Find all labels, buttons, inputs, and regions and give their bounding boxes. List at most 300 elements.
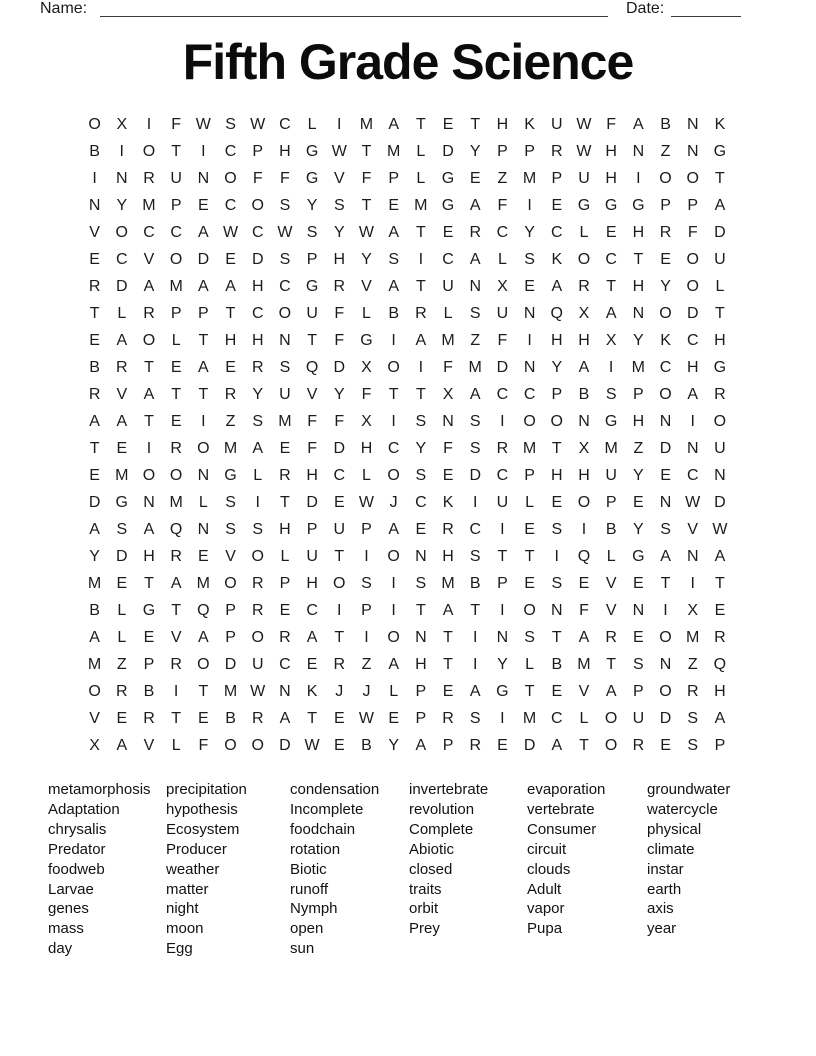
- grid-letter: T: [415, 223, 426, 241]
- grid-letter: A: [388, 115, 399, 133]
- grid-letter: O: [142, 142, 156, 160]
- grid-letter: E: [333, 736, 345, 754]
- name-label: Name:: [40, 0, 88, 17]
- grid-letter: R: [251, 709, 264, 727]
- grid-letter: M: [87, 574, 102, 592]
- grid-letter: A: [551, 277, 563, 295]
- word-list-item: Predator: [48, 840, 106, 858]
- grid-letter: G: [115, 493, 128, 511]
- grid-letter: T: [144, 574, 154, 592]
- grid-letter: D: [251, 250, 264, 268]
- grid-letter: B: [388, 304, 399, 322]
- grid-letter: S: [415, 574, 427, 592]
- grid-letter: A: [660, 547, 671, 565]
- grid-letter: W: [250, 115, 266, 133]
- grid-letter: A: [578, 628, 590, 646]
- grid-letter: A: [279, 709, 291, 727]
- grid-letter: H: [251, 331, 264, 349]
- grid-letter: S: [225, 493, 236, 511]
- grid-letter: M: [115, 466, 129, 484]
- grid-letter: L: [416, 169, 426, 187]
- grid-letter: E: [660, 250, 671, 268]
- word-list-item: Larvae: [48, 880, 94, 898]
- grid-letter: O: [659, 304, 672, 322]
- word-list-item: evaporation: [527, 781, 606, 798]
- grid-letter: A: [143, 385, 155, 403]
- word-list-item: Egg: [166, 940, 193, 958]
- grid-letter: I: [391, 412, 396, 430]
- grid-letter: P: [252, 142, 264, 160]
- grid-letter: L: [171, 331, 181, 349]
- grid-letter: P: [143, 655, 155, 673]
- grid-letter: Y: [306, 196, 318, 214]
- grid-letter: S: [388, 250, 399, 268]
- grid-letter: L: [117, 628, 127, 646]
- grid-letter: O: [659, 628, 672, 646]
- grid-letter: G: [224, 466, 237, 484]
- grid-letter: A: [551, 736, 563, 754]
- grid-letter: H: [686, 358, 699, 376]
- grid-letter: X: [497, 277, 508, 295]
- grid-letter: V: [89, 223, 100, 241]
- grid-letter: E: [442, 466, 454, 484]
- grid-letter: E: [388, 709, 399, 727]
- grid-letter: N: [632, 142, 645, 160]
- grid-letter: O: [251, 628, 264, 646]
- grid-letter: H: [605, 169, 617, 187]
- grid-letter: Z: [361, 655, 372, 673]
- word-list-item: revolution: [409, 800, 475, 818]
- word-list-item: axis: [647, 900, 674, 918]
- grid-letter: T: [660, 574, 671, 592]
- grid-letter: T: [361, 196, 372, 214]
- grid-letter: F: [361, 169, 372, 187]
- grid-letter: P: [633, 385, 644, 403]
- word-list-item: physical: [647, 820, 702, 838]
- grid-letter: P: [415, 682, 427, 700]
- grid-letter: I: [500, 601, 505, 619]
- grid-letter: S: [415, 466, 427, 484]
- grid-letter: N: [686, 439, 699, 457]
- grid-letter: Z: [660, 142, 671, 160]
- grid-letter: E: [551, 682, 563, 700]
- grid-letter: D: [442, 142, 454, 160]
- grid-letter: V: [578, 682, 590, 700]
- grid-letter: G: [604, 196, 618, 214]
- grid-letter: D: [333, 439, 346, 457]
- grid-letter: P: [170, 304, 182, 322]
- grid-letter: S: [524, 628, 535, 646]
- grid-letter: M: [414, 196, 428, 214]
- grid-letter: T: [443, 628, 453, 646]
- grid-letter: H: [442, 547, 454, 565]
- grid-letter: T: [524, 547, 535, 565]
- grid-letter: I: [201, 142, 206, 160]
- grid-letter: F: [606, 115, 617, 133]
- grid-letter: T: [334, 547, 345, 565]
- grid-letter: J: [362, 682, 371, 700]
- grid-letter: S: [660, 520, 671, 538]
- grid-letter: D: [523, 736, 536, 754]
- grid-letter: M: [169, 277, 183, 295]
- grid-letter: S: [279, 196, 291, 214]
- grid-letter: N: [686, 142, 699, 160]
- grid-letter: T: [89, 439, 100, 457]
- grid-letter: C: [469, 520, 481, 538]
- grid-letter: R: [714, 385, 726, 403]
- grid-letter: O: [333, 574, 346, 592]
- grid-letter: V: [333, 169, 345, 187]
- grid-letter: E: [633, 628, 644, 646]
- grid-letter: P: [497, 142, 508, 160]
- grid-letter: I: [173, 682, 179, 700]
- word-list-item: precipitation: [166, 781, 247, 798]
- grid-letter: F: [497, 196, 508, 214]
- grid-letter: F: [171, 115, 182, 133]
- grid-letter: I: [527, 196, 532, 214]
- grid-letter: O: [115, 223, 128, 241]
- grid-letter: H: [279, 520, 291, 538]
- grid-letter: R: [143, 304, 155, 322]
- grid-letter: P: [279, 574, 291, 592]
- grid-letter: H: [333, 250, 346, 268]
- grid-letter: F: [579, 601, 589, 619]
- grid-letter: E: [333, 709, 345, 727]
- grid-letter: N: [686, 115, 699, 133]
- word-list-item: invertebrate: [409, 781, 489, 798]
- grid-letter: A: [469, 250, 481, 268]
- word-list-item: Incomplete: [290, 800, 364, 818]
- grid-letter: A: [89, 520, 100, 538]
- grid-letter: B: [660, 115, 671, 133]
- grid-letter: O: [251, 547, 264, 565]
- word-list-item: foodchain: [290, 820, 356, 838]
- grid-letter: I: [472, 628, 478, 646]
- grid-letter: H: [306, 574, 318, 592]
- grid-letter: C: [306, 601, 318, 619]
- grid-letter: H: [251, 277, 264, 295]
- grid-letter: D: [659, 439, 672, 457]
- grid-letter: E: [633, 574, 644, 592]
- grid-letter: S: [252, 412, 264, 430]
- grid-letter: E: [279, 601, 291, 619]
- grid-letter: F: [334, 412, 345, 430]
- word-list-item: earth: [647, 880, 682, 898]
- grid-letter: I: [500, 520, 505, 538]
- grid-letter: A: [198, 277, 209, 295]
- grid-letter: R: [605, 628, 617, 646]
- grid-letter: G: [632, 547, 645, 565]
- grid-letter: R: [170, 439, 182, 457]
- word-list-item: Adult: [527, 880, 562, 898]
- grid-letter: U: [306, 547, 318, 565]
- grid-letter: A: [143, 277, 155, 295]
- grid-letter: P: [605, 493, 617, 511]
- grid-letter: M: [278, 412, 292, 430]
- grid-letter: H: [551, 466, 563, 484]
- grid-letter: H: [496, 115, 509, 133]
- grid-letter: I: [364, 547, 369, 565]
- grid-letter: T: [470, 115, 481, 133]
- grid-letter: O: [577, 250, 591, 268]
- grid-letter: Z: [687, 655, 698, 673]
- grid-letter: O: [88, 682, 101, 700]
- grid-letter: Y: [361, 250, 372, 268]
- grid-letter: G: [496, 682, 509, 700]
- grid-letter: C: [333, 466, 346, 484]
- grid-letter: F: [687, 223, 698, 241]
- grid-letter: M: [223, 682, 238, 700]
- grid-letter: R: [251, 358, 264, 376]
- grid-letter: R: [333, 655, 346, 673]
- grid-letter: O: [88, 115, 101, 133]
- grid-letter: K: [306, 682, 318, 700]
- grid-letter: O: [197, 655, 210, 673]
- grid-letter: C: [659, 358, 672, 376]
- grid-letter: D: [116, 277, 128, 295]
- grid-letter: Y: [551, 358, 563, 376]
- grid-letter: W: [576, 115, 592, 133]
- word-list-item: traits: [409, 880, 442, 898]
- grid-letter: W: [277, 223, 293, 241]
- grid-letter: T: [551, 439, 562, 457]
- grid-letter: N: [415, 628, 427, 646]
- grid-letter: A: [143, 520, 155, 538]
- grid-letter: W: [358, 223, 375, 241]
- grid-letter: C: [523, 385, 536, 403]
- grid-letter: N: [197, 169, 210, 187]
- grid-letter: D: [714, 223, 726, 241]
- grid-letter: V: [605, 574, 617, 592]
- grid-letter: Y: [252, 385, 264, 403]
- grid-letter: U: [714, 439, 726, 457]
- word-list-item: hypothesis: [166, 800, 238, 818]
- grid-letter: S: [633, 655, 644, 673]
- grid-letter: V: [361, 277, 372, 295]
- grid-letter: H: [578, 331, 590, 349]
- grid-letter: F: [443, 439, 453, 457]
- grid-letter: A: [388, 277, 399, 295]
- grid-letter: T: [171, 385, 182, 403]
- grid-letter: W: [331, 142, 347, 160]
- grid-letter: E: [551, 493, 563, 511]
- grid-letter: A: [306, 628, 318, 646]
- grid-letter: A: [388, 655, 399, 673]
- grid-letter: G: [604, 412, 618, 430]
- grid-letter: R: [415, 304, 427, 322]
- grid-letter: X: [578, 304, 590, 322]
- word-list-column: [647, 780, 767, 939]
- grid-letter: N: [632, 601, 645, 619]
- grid-letter: R: [143, 169, 155, 187]
- grid-letter: H: [632, 277, 645, 295]
- grid-letter: T: [715, 574, 725, 592]
- grid-letter: O: [169, 250, 183, 268]
- grid-letter: O: [387, 358, 400, 376]
- grid-letter: T: [415, 601, 426, 619]
- grid-letter: G: [305, 142, 319, 160]
- grid-letter: A: [714, 709, 726, 727]
- grid-letter: T: [144, 358, 154, 376]
- grid-letter: S: [687, 736, 699, 754]
- grid-letter: R: [496, 439, 509, 457]
- grid-letter: B: [89, 142, 100, 160]
- word-list-item: clouds: [527, 860, 571, 878]
- grid-letter: E: [225, 358, 236, 376]
- grid-letter: U: [251, 655, 264, 673]
- grid-letter: C: [224, 196, 237, 214]
- grid-letter: T: [280, 493, 290, 511]
- grid-letter: A: [442, 601, 454, 619]
- grid-letter: V: [143, 250, 155, 268]
- grid-letter: C: [143, 223, 155, 241]
- grid-letter: X: [578, 439, 590, 457]
- grid-letter: R: [632, 736, 645, 754]
- grid-letter: A: [388, 520, 399, 538]
- grid-letter: U: [170, 169, 182, 187]
- word-list-item: Producer: [166, 840, 227, 858]
- grid-letter: Y: [415, 439, 427, 457]
- grid-letter: P: [524, 142, 535, 160]
- word-list-item: genes: [48, 900, 89, 918]
- grid-letter: Z: [116, 655, 127, 673]
- grid-letter: N: [197, 466, 210, 484]
- grid-letter: Y: [388, 736, 399, 754]
- grid-letter: E: [714, 601, 726, 619]
- grid-letter: F: [252, 169, 263, 187]
- puzzle-title: Fifth Grade Science: [182, 34, 634, 90]
- grid-letter: F: [198, 736, 209, 754]
- grid-letter: M: [577, 655, 591, 673]
- grid-letter: G: [360, 331, 373, 349]
- word-list-item: night: [166, 900, 199, 918]
- grid-letter: O: [659, 385, 672, 403]
- grid-letter: I: [391, 601, 396, 619]
- grid-letter: N: [88, 196, 101, 214]
- grid-letter: R: [170, 547, 182, 565]
- word-list-item: metamorphosis: [48, 781, 151, 798]
- grid-letter: R: [442, 709, 454, 727]
- grid-letter: I: [554, 547, 559, 565]
- grid-letter: P: [306, 520, 318, 538]
- grid-letter: N: [686, 547, 699, 565]
- grid-letter: G: [713, 358, 727, 376]
- grid-letter: P: [633, 682, 644, 700]
- grid-letter: N: [496, 628, 509, 646]
- grid-letter: V: [116, 385, 128, 403]
- word-list-item: day: [48, 940, 73, 958]
- grid-letter: C: [686, 331, 699, 349]
- grid-letter: B: [551, 655, 563, 673]
- grid-letter: R: [116, 358, 128, 376]
- grid-letter: L: [117, 601, 127, 619]
- grid-letter: Y: [333, 223, 345, 241]
- word-list: [48, 780, 767, 959]
- grid-letter: M: [169, 493, 183, 511]
- grid-letter: P: [306, 250, 318, 268]
- grid-letter: H: [632, 412, 645, 430]
- grid-letter: H: [143, 547, 155, 565]
- grid-letter: M: [522, 439, 537, 457]
- grid-letter: T: [171, 142, 182, 160]
- word-list-item: Biotic: [290, 860, 327, 878]
- grid-letter: X: [116, 115, 128, 133]
- grid-letter: D: [496, 358, 509, 376]
- grid-letter: W: [358, 493, 375, 511]
- grid-letter: L: [171, 736, 181, 754]
- grid-letter: E: [116, 574, 128, 592]
- grid-letter: I: [255, 493, 260, 511]
- grid-letter: O: [523, 601, 536, 619]
- grid-letter: C: [170, 223, 182, 241]
- word-list-item: weather: [166, 860, 220, 878]
- grid-letter: C: [442, 250, 454, 268]
- grid-letter: V: [170, 628, 182, 646]
- grid-letter: E: [170, 412, 182, 430]
- grid-letter: H: [714, 331, 726, 349]
- grid-letter: M: [386, 142, 401, 160]
- grid-letter: U: [714, 250, 726, 268]
- word-list-item: vapor: [527, 900, 565, 918]
- grid-letter: O: [523, 412, 536, 430]
- grid-letter: L: [389, 682, 399, 700]
- word-list-item: watercycle: [647, 800, 718, 818]
- grid-letter: O: [686, 169, 699, 187]
- grid-letter: C: [496, 223, 509, 241]
- grid-letter: O: [387, 547, 400, 565]
- grid-letter: O: [686, 250, 699, 268]
- grid-letter: E: [524, 574, 535, 592]
- grid-letter: C: [251, 304, 264, 322]
- grid-letter: R: [551, 142, 563, 160]
- grid-letter: E: [279, 439, 291, 457]
- word-list-item: circuit: [527, 840, 567, 858]
- grid-letter: L: [362, 466, 371, 484]
- grid-letter: O: [224, 736, 237, 754]
- grid-letter: H: [578, 466, 590, 484]
- grid-letter: M: [522, 709, 537, 727]
- grid-letter: E: [524, 277, 535, 295]
- grid-letter: T: [89, 304, 100, 322]
- grid-letter: A: [415, 736, 427, 754]
- grid-letter: I: [418, 250, 424, 268]
- grid-letter: L: [416, 142, 426, 160]
- grid-letter: N: [659, 493, 672, 511]
- grid-letter: E: [578, 574, 590, 592]
- grid-letter: I: [92, 169, 97, 187]
- grid-letter: E: [442, 115, 454, 133]
- grid-letter: S: [116, 520, 128, 538]
- grid-letter: A: [89, 628, 100, 646]
- grid-letter: P: [442, 736, 454, 754]
- grid-letter: A: [116, 412, 128, 430]
- grid-letter: Q: [550, 304, 563, 322]
- grid-letter: Z: [225, 412, 236, 430]
- word-list-item: sun: [290, 940, 315, 958]
- grid-letter: O: [550, 412, 563, 430]
- grid-letter: L: [362, 304, 371, 322]
- grid-letter: S: [252, 520, 264, 538]
- grid-letter: V: [225, 547, 236, 565]
- grid-letter: K: [660, 331, 671, 349]
- grid-letter: F: [334, 331, 345, 349]
- grid-letter: X: [89, 736, 100, 754]
- word-list-item: moon: [166, 920, 204, 938]
- grid-letter: A: [225, 277, 236, 295]
- grid-letter: U: [306, 304, 318, 322]
- grid-letter: U: [442, 277, 454, 295]
- grid-letter: T: [171, 601, 182, 619]
